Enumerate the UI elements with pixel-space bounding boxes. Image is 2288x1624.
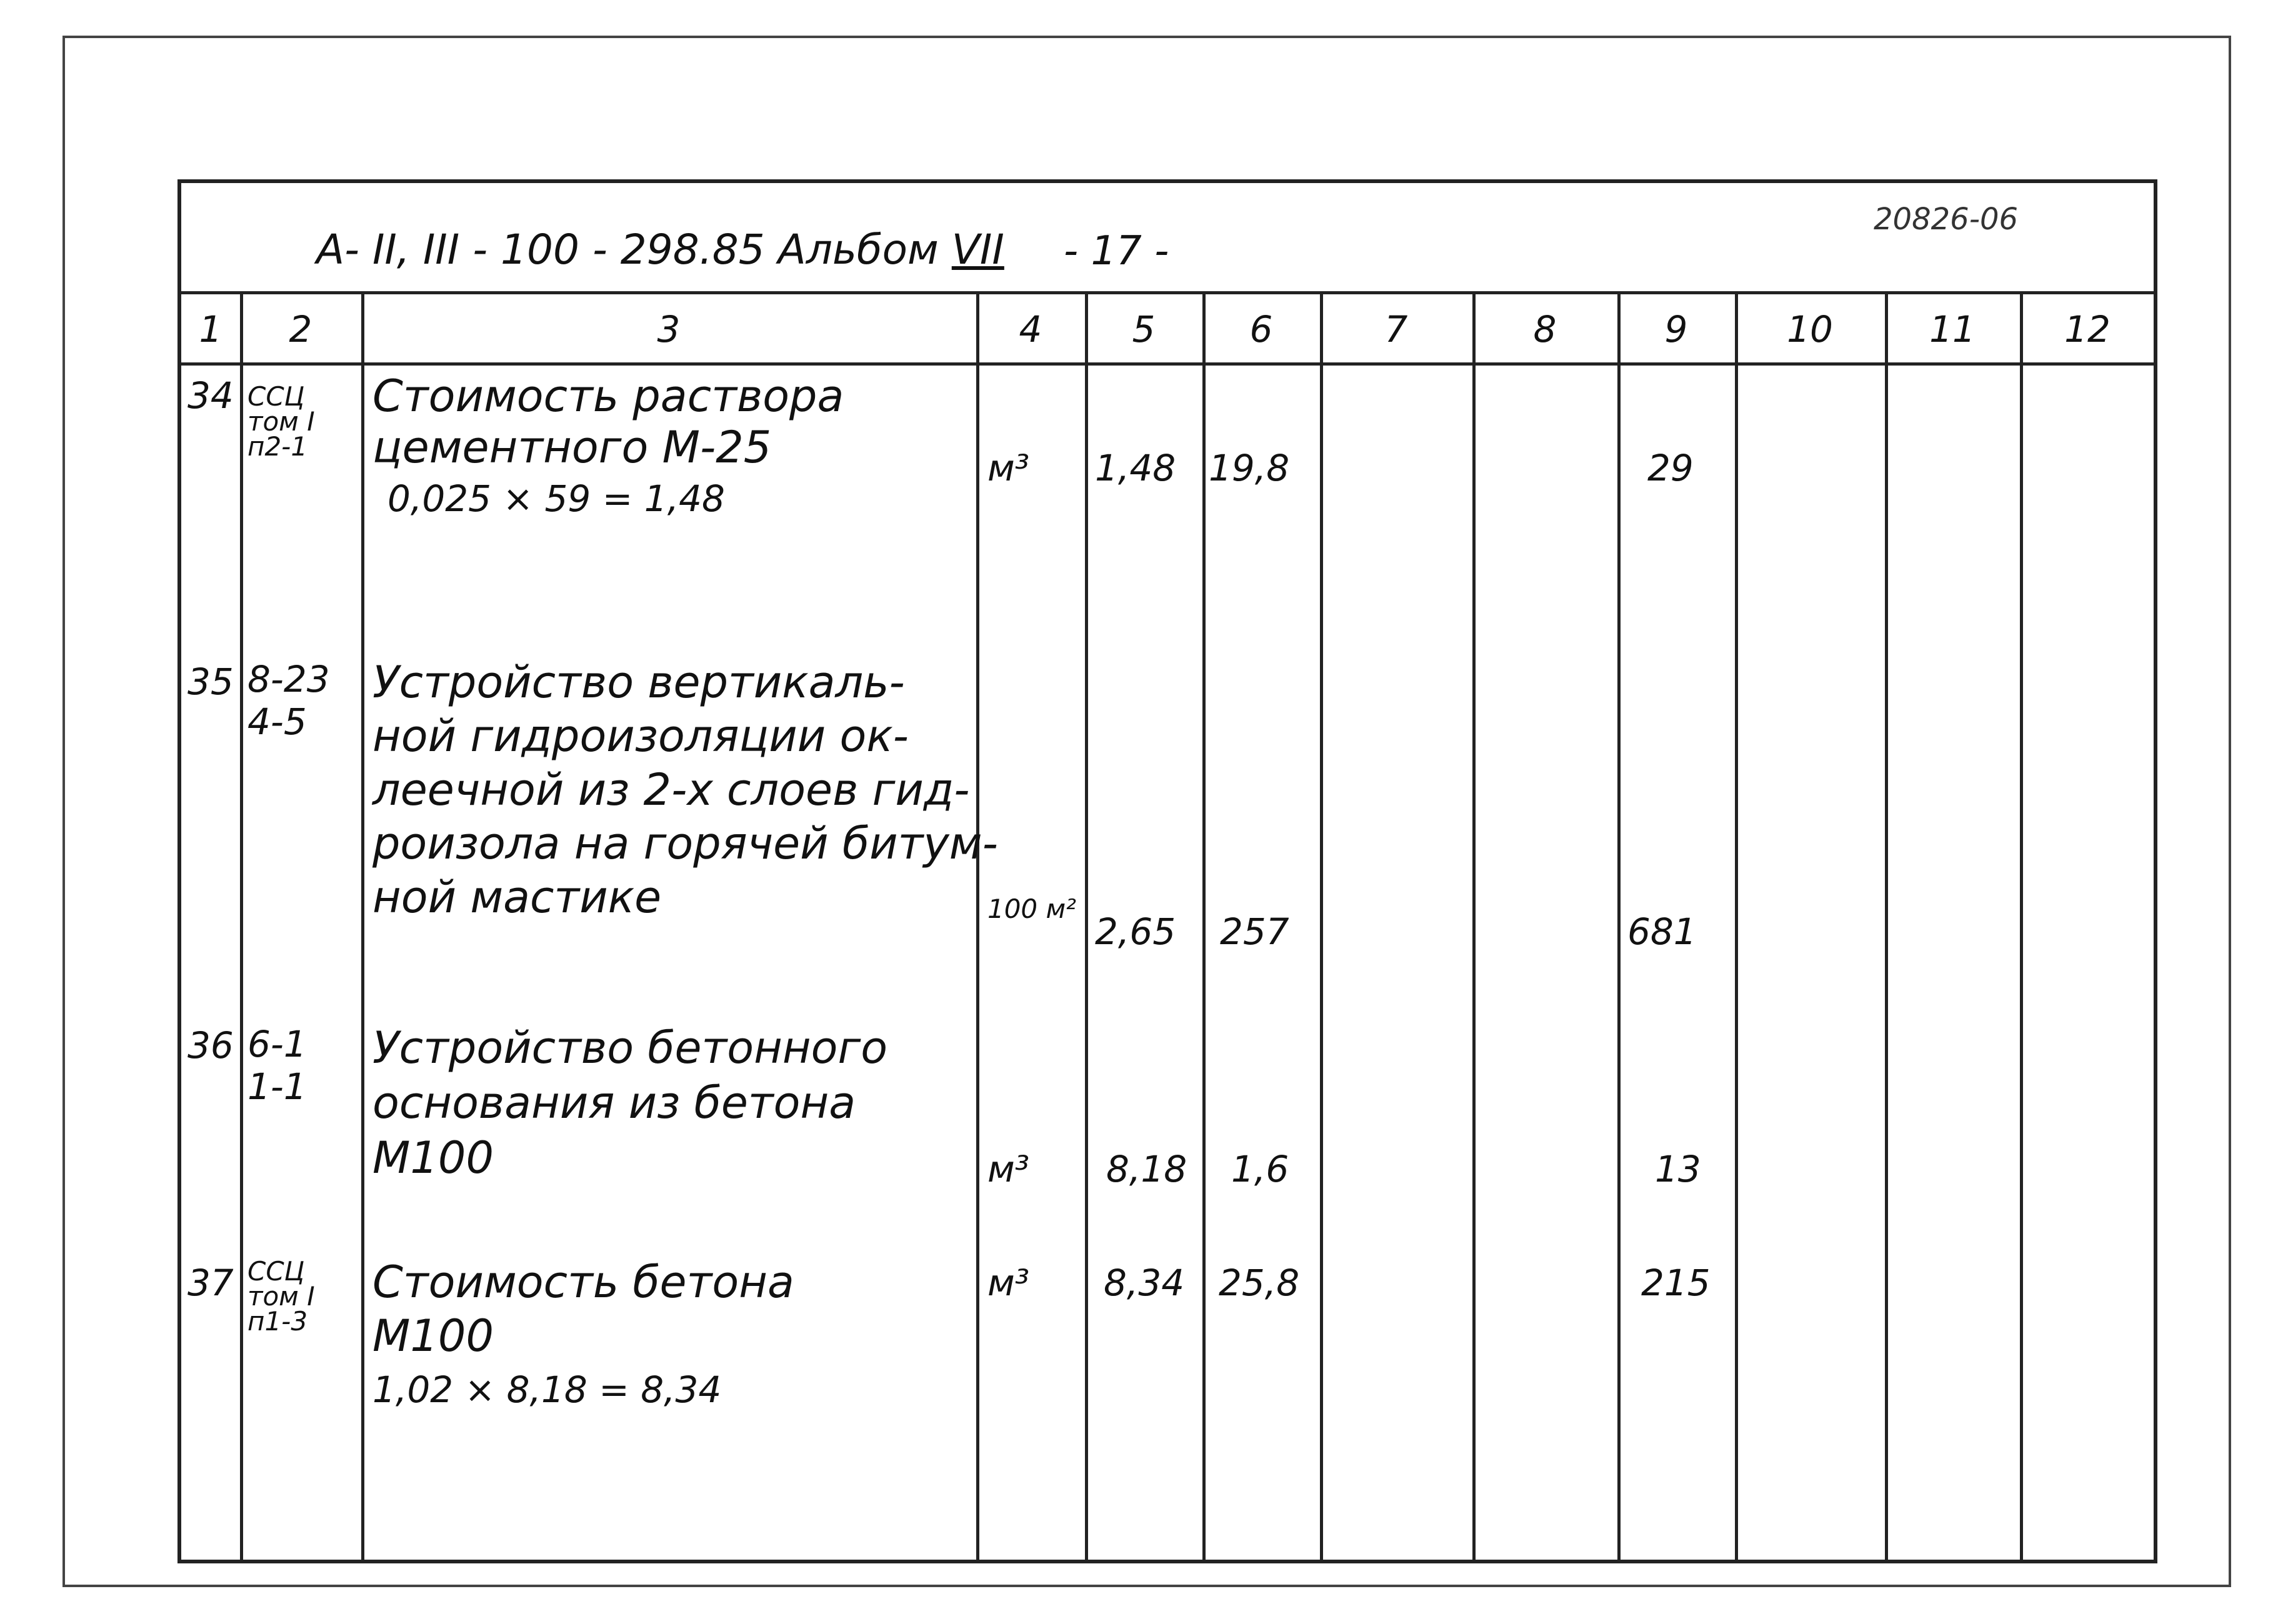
work-description — [372, 1020, 887, 1185]
column-divider — [2020, 291, 2023, 1560]
column-divider — [1472, 291, 1476, 1560]
description-line: 0,025 × 59 = 1,48 — [387, 477, 725, 520]
unit-price: 19,8 — [1209, 447, 1290, 489]
description-line: Устройство вертикаль- — [372, 657, 905, 708]
unit: 100 м² — [987, 894, 1077, 924]
work-description — [372, 1255, 794, 1417]
column-divider — [1617, 291, 1621, 1560]
row-number: 36 — [187, 1024, 234, 1067]
description-line: роизола на горячей битум- — [372, 818, 998, 869]
column-divider — [1085, 291, 1088, 1560]
description-line: Устройство бетонного — [372, 1022, 888, 1074]
column-divider — [240, 291, 243, 1560]
work-description — [372, 371, 844, 524]
description-line: цементного М-25 — [372, 422, 772, 473]
description-line: М100 — [372, 1310, 494, 1362]
column-number: 2 — [289, 308, 312, 351]
column-number: 5 — [1132, 308, 1156, 351]
estimate-table — [177, 179, 2157, 1563]
column-number: 12 — [2064, 308, 2111, 351]
column-number: 8 — [1533, 308, 1557, 351]
total-cost: 29 — [1647, 447, 1694, 489]
total-cost: 215 — [1641, 1262, 1711, 1304]
rate-code-line: 1-1 — [247, 1065, 307, 1108]
column-number: 1 — [199, 308, 222, 351]
column-number: 7 — [1384, 308, 1408, 351]
column-number: 4 — [1019, 308, 1042, 351]
row-number: 35 — [187, 660, 234, 703]
column-header-divider — [181, 362, 2154, 366]
rate-code-line: том I — [247, 1281, 315, 1312]
rate-code-line: 8-23 — [247, 658, 330, 700]
document-title — [316, 226, 1004, 274]
unit: м³ — [987, 447, 1030, 489]
row-number: 34 — [187, 374, 234, 417]
description-line: Стоимость раствора — [372, 371, 844, 422]
quantity: 8,18 — [1106, 1148, 1187, 1190]
unit-price: 257 — [1220, 910, 1289, 953]
column-divider — [361, 291, 364, 1560]
rate-code — [247, 381, 315, 462]
column-divider — [1202, 291, 1206, 1560]
description-line: Стоимость бетона — [372, 1257, 794, 1308]
rate-code — [247, 1023, 307, 1108]
column-number: 6 — [1249, 308, 1273, 351]
unit: м³ — [987, 1148, 1030, 1190]
title-prefix: А- II, III - 100 - 298.85 Альбом — [316, 226, 939, 274]
quantity: 1,48 — [1095, 447, 1176, 489]
column-number: 11 — [1929, 308, 1976, 351]
header-divider — [181, 291, 2154, 294]
total-cost: 681 — [1627, 910, 1697, 953]
quantity: 8,34 — [1104, 1262, 1185, 1304]
description-line: М100 — [372, 1132, 494, 1183]
total-cost: 13 — [1655, 1148, 1701, 1190]
unit-price: 25,8 — [1219, 1262, 1300, 1304]
document-code: 20826-06 — [1874, 202, 2019, 237]
unit: м³ — [987, 1262, 1030, 1304]
rate-code-line: ССЦ — [247, 381, 305, 412]
column-divider — [1885, 291, 1888, 1560]
unit-price: 1,6 — [1231, 1148, 1289, 1190]
rate-code — [247, 658, 330, 743]
page-number: - 17 - — [1064, 228, 1169, 274]
work-description — [372, 655, 998, 924]
column-divider — [976, 291, 979, 1560]
description-line: ной гидроизоляции ок- — [372, 710, 909, 762]
description-line: основания из бетона — [372, 1077, 856, 1128]
column-divider — [1320, 291, 1323, 1560]
rate-code-line: 6-1 — [247, 1023, 307, 1065]
rate-code-line: том I — [247, 406, 315, 437]
rate-code-line: 4-5 — [247, 700, 307, 743]
column-number: 10 — [1787, 308, 1833, 351]
quantity: 2,65 — [1095, 910, 1176, 953]
description-line: 1,02 × 8,18 = 8,34 — [372, 1368, 722, 1411]
description-line: леечной из 2-х слоев гид- — [372, 764, 970, 815]
rate-code-line: ССЦ — [247, 1256, 305, 1287]
column-divider — [1735, 291, 1738, 1560]
rate-code-line: п2-1 — [247, 431, 308, 462]
column-number: 9 — [1664, 308, 1688, 351]
album-number: VII — [951, 226, 1004, 274]
rate-code-line: п1-3 — [247, 1306, 308, 1337]
description-line: ной мастике — [372, 872, 662, 923]
column-number: 3 — [657, 308, 681, 351]
rate-code — [247, 1256, 315, 1337]
row-number: 37 — [187, 1262, 234, 1304]
